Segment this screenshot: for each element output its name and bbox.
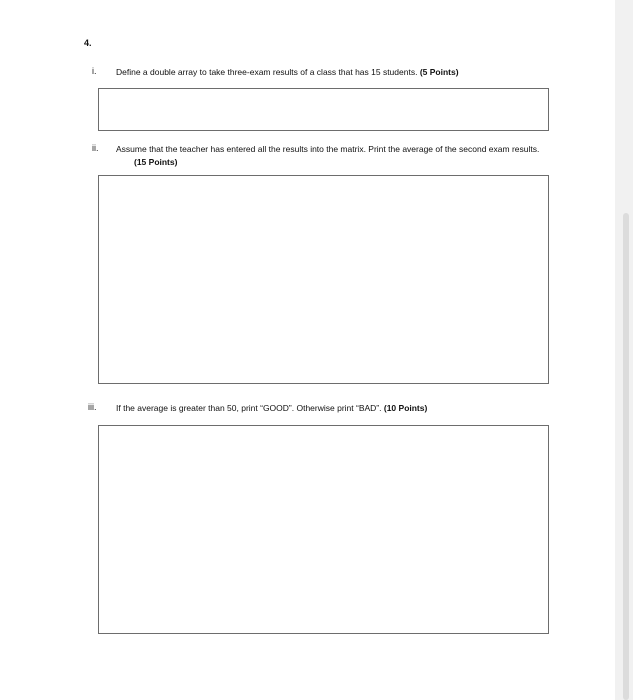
item-text-i	[116, 66, 556, 79]
item-points-i: (5 Points)	[419, 67, 459, 77]
item-points-ii: (15 Points)	[134, 157, 178, 167]
answer-box-ii[interactable]	[98, 175, 549, 384]
answer-box-iii[interactable]	[98, 425, 549, 634]
item-prompt-ii: Assume that the teacher has entered all the results into the matrix. Print the average of the second exam results.	[116, 144, 540, 154]
item-text-iii	[116, 402, 556, 415]
item-numeral-ii: ii.	[92, 143, 99, 153]
answer-box-i[interactable]	[98, 88, 549, 131]
item-prompt-iii: If the average is greater than 50, print “GOOD”. Otherwise print “BAD”.	[116, 403, 382, 413]
scrollbar-thumb[interactable]	[623, 213, 629, 700]
item-prompt-i: Define a double array to take three-exam results of a class that has 15 students.	[116, 67, 418, 77]
question-number: 4.	[84, 38, 92, 48]
item-text-ii	[116, 143, 556, 169]
item-points-iii: (10 Points)	[383, 403, 428, 413]
item-numeral-iii: iii.	[88, 402, 97, 412]
item-numeral-i: i.	[92, 66, 97, 76]
